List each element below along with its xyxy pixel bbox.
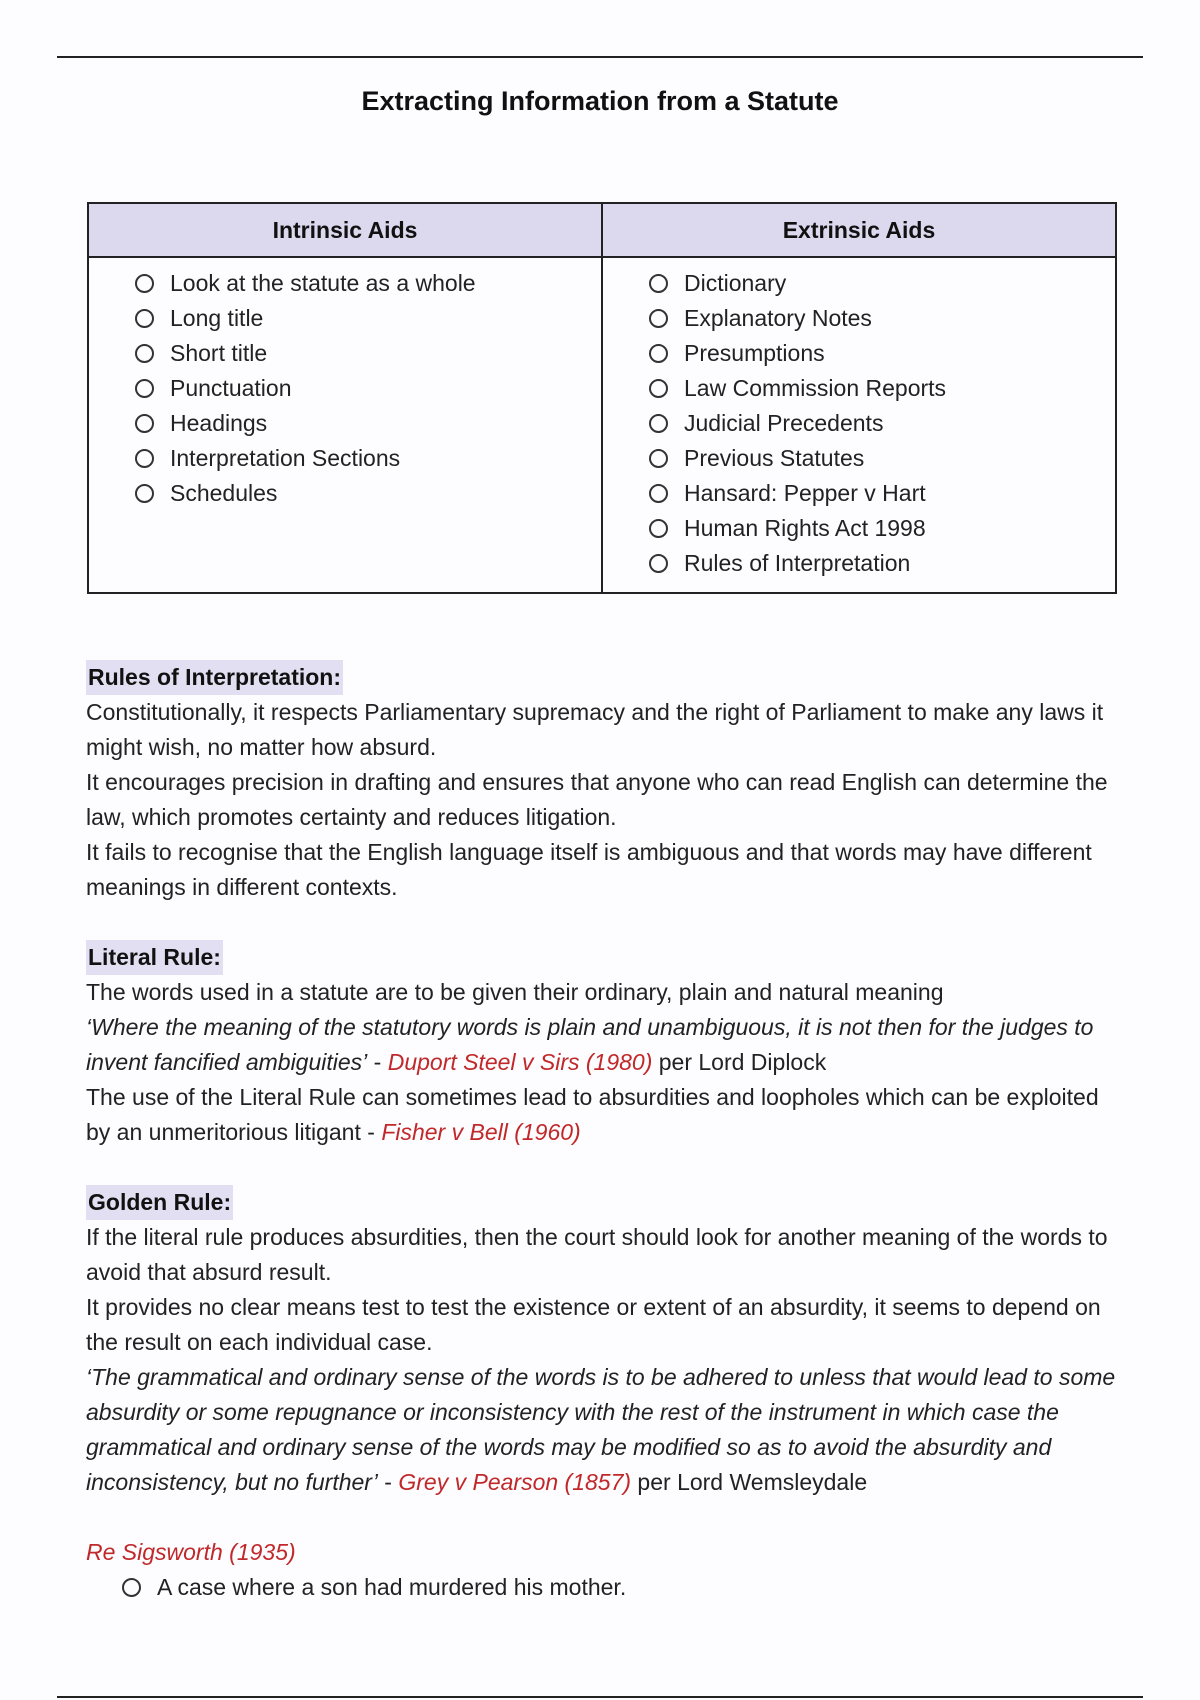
circle-bullet-icon [135,414,154,433]
aids-table [87,202,1117,594]
literal-heading: Literal Rule: [86,940,223,975]
rules-paragraph: Constitutionally, it respects Parliamentary supremacy and the right of Parliament to make any laws it might wish, no matter how absurd. [86,699,1104,760]
circle-bullet-icon [135,484,154,503]
list-item-label: A case where a son had murdered his mother. [157,1574,627,1600]
circle-bullet-icon [649,449,668,468]
extrinsic-list [603,266,1115,581]
list-item [135,476,601,511]
circle-bullet-icon [649,414,668,433]
circle-bullet-icon [649,309,668,328]
list-item [135,371,601,406]
list-item-label: Headings [170,410,268,436]
circle-bullet-icon [649,554,668,573]
intrinsic-header: Intrinsic Aids [88,203,602,257]
literal-text: The use of the Literal Rule can sometimes lead to absurdities and loopholes which can be exploited by an unmeritorious litigant - [86,1084,1099,1145]
list-item [135,406,601,441]
literal-section [86,940,1126,1150]
circle-bullet-icon [122,1578,141,1597]
list-item [649,546,1115,581]
list-item-label: Interpretation Sections [170,445,401,471]
list-item [649,406,1115,441]
list-item-label: Dictionary [684,270,787,296]
extrinsic-header: Extrinsic Aids [602,203,1116,257]
list-item-label: Explanatory Notes [684,305,872,331]
list-item-label: Human Rights Act 1998 [684,515,926,541]
list-item [135,266,601,301]
literal-quote: ‘Where the meaning of the statutory words is plain and unambiguous, it is not then for the judges to invent fancified ambiguities’ [86,1014,1094,1075]
separator: - [367,1049,388,1075]
extrinsic-cell [602,257,1116,593]
list-item-label: Presumptions [684,340,825,366]
case-re-sigsworth: Re Sigsworth (1935) [86,1539,296,1565]
list-item-label: Judicial Precedents [684,410,884,436]
rules-section [86,660,1126,905]
golden-section [86,1185,1126,1500]
list-item [649,266,1115,301]
intrinsic-list [89,266,601,511]
literal-paragraph [86,1080,1126,1150]
list-item [649,301,1115,336]
intrinsic-cell [88,257,602,593]
top-rule [57,56,1143,58]
case-duport-steel: Duport Steel v Sirs (1980) [387,1049,653,1075]
list-item [135,441,601,476]
list-item [135,301,601,336]
golden-heading: Golden Rule: [86,1185,233,1220]
rules-paragraph: It fails to recognise that the English language itself is ambiguous and that words may have different meanings in different contexts. [86,839,1092,900]
case-grey-v-pearson: Grey v Pearson (1857) [398,1469,632,1495]
list-item [649,441,1115,476]
list-item-label: Law Commission Reports [684,375,947,401]
list-item [649,336,1115,371]
document-body [86,660,1126,1605]
circle-bullet-icon [649,344,668,363]
circle-bullet-icon [649,484,668,503]
list-item [122,1570,1126,1605]
list-item-label: Look at the statute as a whole [170,270,476,296]
bottom-rule [57,1696,1143,1698]
attribution: per Lord Wemsleydale [631,1469,868,1495]
circle-bullet-icon [135,449,154,468]
list-item [135,336,601,371]
golden-paragraph: It provides no clear means test to test the existence or extent of an absurdity, it seems to depend on the result on each individual case. [86,1294,1101,1355]
golden-paragraph: If the literal rule produces absurdities, then the court should look for another meaning of the words to avoid that absurd result. [86,1224,1108,1285]
circle-bullet-icon [135,274,154,293]
circle-bullet-icon [135,344,154,363]
literal-quote-paragraph [86,1010,1126,1080]
list-item-label: Hansard: Pepper v Hart [684,480,926,506]
circle-bullet-icon [135,379,154,398]
list-item [649,511,1115,546]
golden-quote: ‘The grammatical and ordinary sense of the words is to be adhered to unless that would lead to some absurdity or some repugnance or inconsistency with the rest of the instrument in which case the grammatical and ordinary sense of the words may be modified so as to avoid the absurdity and inconsistency, but no further’ [86,1364,1116,1495]
sigsworth-section [86,1535,1126,1605]
rules-paragraph: It encourages precision in drafting and ensures that anyone who can read English can determine the law, which promotes certainty and reduces litigation. [86,769,1108,830]
list-item-label: Rules of Interpretation [684,550,911,576]
circle-bullet-icon [135,309,154,328]
list-item [649,371,1115,406]
list-item-label: Short title [170,340,268,366]
rules-heading: Rules of Interpretation: [86,660,343,695]
circle-bullet-icon [649,379,668,398]
list-item-label: Punctuation [170,375,292,401]
list-item-label: Schedules [170,480,278,506]
page-title: Extracting Information from a Statute [361,86,839,116]
list-item-label: Long title [170,305,264,331]
list-item [649,476,1115,511]
circle-bullet-icon [649,274,668,293]
case-fisher-v-bell: Fisher v Bell (1960) [381,1119,581,1145]
circle-bullet-icon [649,519,668,538]
attribution: per Lord Diplock [652,1049,827,1075]
literal-paragraph: The words used in a statute are to be given their ordinary, plain and natural meaning [86,979,944,1005]
list-item-label: Previous Statutes [684,445,865,471]
separator: - [377,1469,399,1495]
golden-quote-paragraph [86,1360,1126,1500]
